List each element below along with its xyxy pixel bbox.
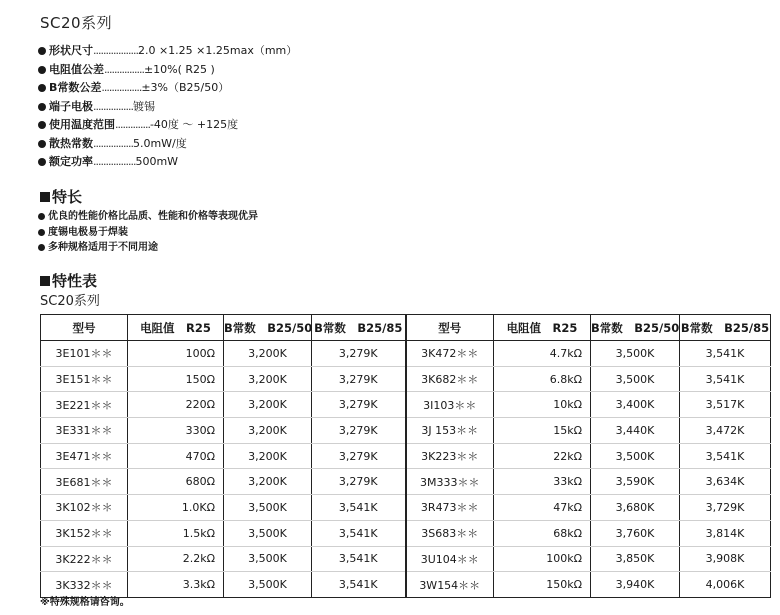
table-cell: 3,200K (224, 341, 312, 367)
table-cell: 100Ω (128, 341, 224, 367)
table-row (41, 443, 771, 469)
table-cell: 3K682＊＊ (406, 366, 494, 392)
column-header: 型号 (41, 315, 128, 341)
table-row (41, 366, 771, 392)
spec-value: ±10%( R25 ) (143, 62, 215, 76)
table-cell: 3I103＊＊ (406, 392, 494, 418)
table-cell: 3E331＊＊ (41, 418, 128, 444)
table-heading: 特性表 (40, 270, 97, 291)
table-cell: 15kΩ (494, 418, 591, 444)
spec-value: 500mW (135, 155, 179, 168)
feature-text: 优良的性能价格比品质、性能和价格等表现优异 (48, 211, 258, 222)
spec-value: ±3%（B25/50） (141, 81, 230, 94)
table-cell: 3K102＊＊ (41, 495, 128, 521)
feature-list (38, 209, 258, 256)
column-header: B常数 B25/50 (224, 315, 312, 341)
feature-item (38, 240, 258, 256)
table-cell: 3E101＊＊ (41, 341, 128, 367)
spec-label: 使用温度范围 (49, 118, 115, 131)
table-cell: 3,200K (224, 418, 312, 444)
table-cell: 3,940K (591, 572, 680, 598)
table-row (41, 572, 771, 598)
column-header: B常数 B25/85 (680, 315, 771, 341)
bullet-icon (38, 84, 46, 92)
table-cell: 3R473＊＊ (406, 495, 494, 521)
table-row (41, 495, 771, 521)
table-cell: 3,200K (224, 443, 312, 469)
table-cell: 3,760K (591, 520, 680, 546)
table-cell: 3K223＊＊ (406, 443, 494, 469)
spec-label: 端子电极 (49, 99, 93, 113)
spec-label: 额定功率 (49, 155, 93, 168)
bullet-icon (38, 121, 46, 129)
table-cell: 3S683＊＊ (406, 520, 494, 546)
table-cell: 3E681＊＊ (41, 469, 128, 495)
table-cell: 68kΩ (494, 520, 591, 546)
bullet-icon (38, 47, 46, 55)
column-header: 电阻值 R25 (494, 315, 591, 341)
characteristics-table (40, 314, 771, 598)
table-cell: 1.0KΩ (128, 495, 224, 521)
table-cell: 150Ω (128, 366, 224, 392)
table-cell: 3K472＊＊ (406, 341, 494, 367)
spec-row (38, 135, 297, 154)
table-cell: 10kΩ (494, 392, 591, 418)
column-header: 电阻值 R25 (128, 315, 224, 341)
table-cell: 2.2kΩ (128, 546, 224, 572)
bullet-icon (38, 158, 46, 166)
bullet-icon (38, 213, 45, 220)
spec-value: 2.0 ×1.25 ×1.25max（mm） (137, 44, 298, 57)
table-cell: 3,541K (680, 341, 771, 367)
table-cell: 3,908K (680, 546, 771, 572)
table-cell: 3,200K (224, 469, 312, 495)
table-cell: 3,541K (312, 572, 406, 598)
spec-dots: ................ (93, 99, 133, 113)
table-cell: 3E471＊＊ (41, 443, 128, 469)
table-cell: 3E151＊＊ (41, 366, 128, 392)
table-cell: 3,541K (312, 546, 406, 572)
table-cell: 3,634K (680, 469, 771, 495)
table-cell: 4,006K (680, 572, 771, 598)
spec-dots: .................. (93, 44, 138, 57)
spec-dots: ................ (101, 81, 142, 94)
table-cell: 3,541K (312, 520, 406, 546)
table-cell: 3,279K (312, 469, 406, 495)
table-cell: 3M333＊＊ (406, 469, 494, 495)
column-header: 型号 (406, 315, 494, 341)
table-cell: 3,500K (591, 443, 680, 469)
table-cell: 6.8kΩ (494, 366, 591, 392)
table-cell: 3,500K (591, 366, 680, 392)
bullet-icon (38, 229, 45, 236)
feature-text: 度锡电极易于焊装 (48, 226, 128, 238)
table-cell: 3,541K (680, 366, 771, 392)
spec-label: 电阻值公差 (49, 62, 104, 76)
table-cell: 3W154＊＊ (406, 572, 494, 598)
table-cell: 4.7kΩ (494, 341, 591, 367)
table-cell: 3,500K (224, 520, 312, 546)
table-cell: 3,500K (224, 546, 312, 572)
table-row (41, 469, 771, 495)
table-cell: 3,850K (591, 546, 680, 572)
table-cell: 470Ω (128, 443, 224, 469)
spec-value: 镀锡 (132, 99, 155, 113)
table-cell: 3E221＊＊ (41, 392, 128, 418)
spec-dots: .............. (115, 118, 150, 131)
table-cell: 3K222＊＊ (41, 546, 128, 572)
table-cell: 3.3kΩ (128, 572, 224, 598)
feature-item (38, 225, 258, 241)
table-cell: 3,680K (591, 495, 680, 521)
table-cell: 330Ω (128, 418, 224, 444)
spec-list (38, 42, 297, 172)
spec-label: 形状尺寸 (49, 44, 93, 57)
table-row (41, 418, 771, 444)
spec-row (38, 42, 297, 61)
spec-label: 散热常数 (49, 136, 93, 150)
table-cell: 3U104＊＊ (406, 546, 494, 572)
bullet-icon (38, 66, 46, 74)
table-cell: 680Ω (128, 469, 224, 495)
series-title: SC20系列 (40, 14, 113, 32)
table-subtitle: SC20系列 (40, 294, 100, 309)
table-row (41, 546, 771, 572)
footnote: ※特殊规格请咨询。 (40, 597, 130, 608)
table-row (41, 341, 771, 367)
table-cell: 3,279K (312, 443, 406, 469)
table-cell: 3,200K (224, 366, 312, 392)
spec-row (38, 116, 297, 135)
spec-label: B常数公差 (49, 81, 102, 94)
table-cell: 220Ω (128, 392, 224, 418)
table-cell: 1.5kΩ (128, 520, 224, 546)
table-cell: 33kΩ (494, 469, 591, 495)
table-cell: 22kΩ (494, 443, 591, 469)
table-cell: 47kΩ (494, 495, 591, 521)
spec-dots: ................ (104, 62, 144, 76)
table-cell: 3J 153＊＊ (406, 418, 494, 444)
table-cell: 3,279K (312, 366, 406, 392)
spec-value: 5.0mW/度 (132, 136, 187, 150)
bullet-icon (38, 140, 46, 148)
spec-dots: ................ (93, 136, 133, 150)
table-cell: 100kΩ (494, 546, 591, 572)
table-cell: 3,440K (591, 418, 680, 444)
table-cell: 3K332＊＊ (41, 572, 128, 598)
feature-item (38, 209, 258, 225)
table-row (41, 520, 771, 546)
table-cell: 3,279K (312, 418, 406, 444)
table-cell: 3,472K (680, 418, 771, 444)
table-row (41, 392, 771, 418)
square-bullet-icon (40, 192, 50, 202)
table-cell: 3,500K (224, 572, 312, 598)
spec-row (38, 61, 297, 80)
features-heading: 特长 (40, 186, 82, 207)
table-cell: 3,200K (224, 392, 312, 418)
table-cell: 3,541K (680, 443, 771, 469)
bullet-icon (38, 244, 45, 251)
table-cell: 3,814K (680, 520, 771, 546)
table-cell: 150kΩ (494, 572, 591, 598)
table-cell: 3,517K (680, 392, 771, 418)
table-cell: 3,500K (224, 495, 312, 521)
spec-row (38, 153, 297, 172)
table-cell: 3,590K (591, 469, 680, 495)
feature-text: 多种规格适用于不同用途 (48, 242, 158, 253)
table-cell: 3K152＊＊ (41, 520, 128, 546)
table-header-row (41, 315, 771, 341)
column-header: B常数 B25/85 (312, 315, 406, 341)
bullet-icon (38, 103, 46, 111)
table-cell: 3,400K (591, 392, 680, 418)
column-header: B常数 B25/50 (591, 315, 680, 341)
spec-row (38, 79, 297, 98)
spec-dots: ................. (93, 155, 136, 168)
table-cell: 3,279K (312, 341, 406, 367)
spec-value: -40度 ～ +125度 (149, 118, 239, 131)
square-bullet-icon (40, 276, 50, 286)
spec-row (38, 98, 297, 117)
table-cell: 3,729K (680, 495, 771, 521)
table-body (41, 341, 771, 598)
table-cell: 3,279K (312, 392, 406, 418)
table-cell: 3,541K (312, 495, 406, 521)
table-cell: 3,500K (591, 341, 680, 367)
